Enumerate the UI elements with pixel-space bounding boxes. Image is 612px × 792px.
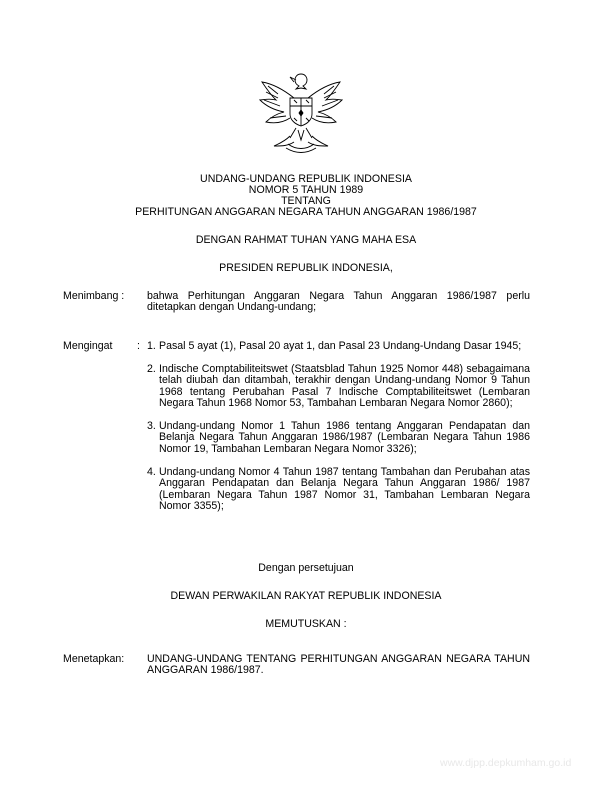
mengingat-item <box>147 467 530 512</box>
decide-heading: MEMUTUSKAN : <box>265 618 347 630</box>
law-about: TENTANG <box>281 195 331 207</box>
dpr-heading: DEWAN PERWAKILAN RAKYAT REPUBLIK INDONESIA <box>170 590 442 602</box>
mengingat-label: Mengingat <box>63 340 113 352</box>
item-number: 4. <box>147 466 156 478</box>
item-text: Indische Comptabiliteitswet (Staatsblad Tahun 1925 Nomor 448) sebagaimana telah diubah dan ditambah, terakhir dengan Undang-undang Nomor 9 Tahun 1968 tentang Perubahan Pasal 7 Indische Comptabiliteitswet (Lembaran Negara Tahun 1968 Nomor 53, Tambahan Lembaran Negara Nomor 2860); <box>159 363 530 409</box>
menetapkan-label: Menetapkan: <box>63 653 125 665</box>
president-heading: PRESIDEN REPUBLIK INDONESIA, <box>219 262 393 274</box>
garuda-emblem-icon <box>256 70 346 158</box>
approval-text: Dengan persetujuan <box>258 562 354 574</box>
menimbang-label: Menimbang : <box>63 290 125 302</box>
item-number: 1. <box>147 340 156 352</box>
item-text: Pasal 5 ayat (1), Pasal 20 ayat 1, dan Pasal 23 Undang-Undang Dasar 1945; <box>159 340 522 352</box>
mengingat-item <box>147 364 530 409</box>
invocation: DENGAN RAHMAT TUHAN YANG MAHA ESA <box>195 234 417 246</box>
menetapkan-text: UNDANG-UNDANG TENTANG PERHITUNGAN ANGGARAN NEGARA TAHUN ANGGARAN 1986/1987. <box>147 653 530 677</box>
mengingat-item <box>147 421 530 455</box>
mengingat-item <box>147 341 530 352</box>
item-text: Undang-undang Nomor 4 Tahun 1987 tentang Tambahan dan Perubahan atas Anggaran Pendapatan dan Belanja Negara Tahun Anggaran 1986/ 1987 (Lembaran Negara Tahun 1987 Nomor 31, Tambahan Lembaran Negara Nomor 3355); <box>159 466 530 512</box>
mengingat-colon: : <box>137 340 140 352</box>
law-subject: PERHITUNGAN ANGGARAN NEGARA TAHUN ANGGARAN 1986/1987 <box>135 206 477 218</box>
law-title-line1: UNDANG-UNDANG REPUBLIK INDONESIA <box>200 173 412 185</box>
watermark-url: www.djpp.depkumham.go.id <box>440 757 572 769</box>
law-number: NOMOR 5 TAHUN 1989 <box>248 184 364 196</box>
item-text: Undang-undang Nomor 1 Tahun 1986 tentang Anggaran Pendapatan dan Belanja Negara Tahun Anggaran 1986/1987 (Lembaran Negara Tahun 1986 Nomor 19, Tambahan Lembaran Negara Nomor 3326); <box>159 420 530 455</box>
item-number: 2. <box>147 363 156 375</box>
item-number: 3. <box>147 420 156 432</box>
menimbang-text: bahwa Perhitungan Anggaran Negara Tahun Anggaran 1986/1987 perlu ditetapkan dengan Undang-undang; <box>147 290 530 314</box>
